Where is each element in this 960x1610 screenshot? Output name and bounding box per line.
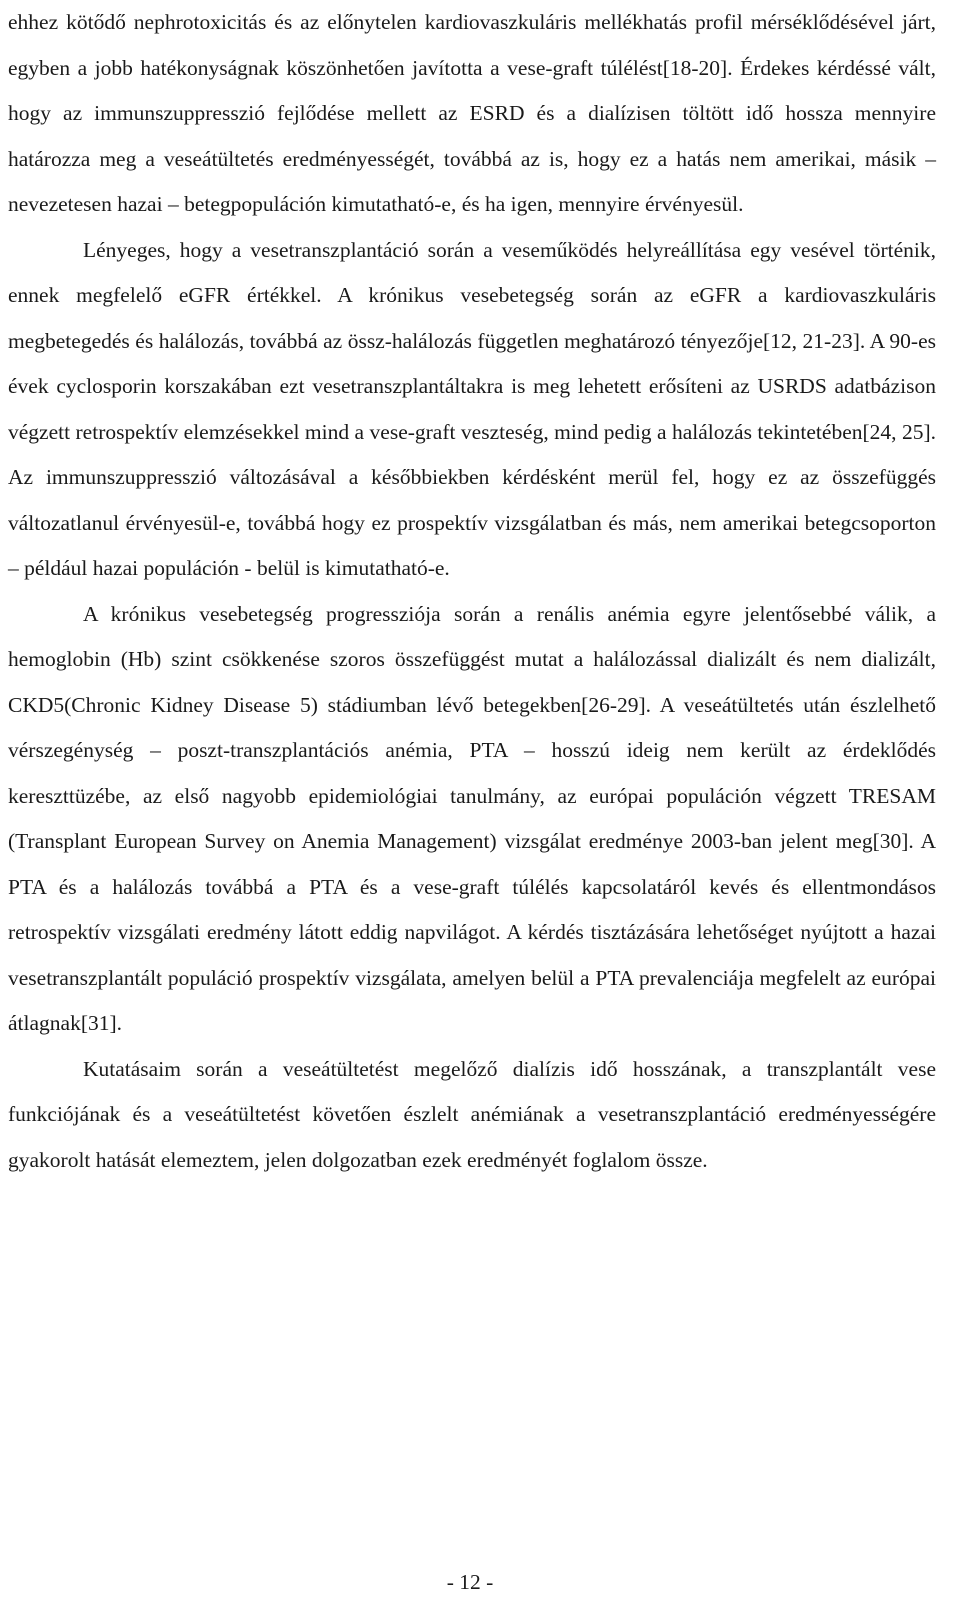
paragraph-1: ehhez kötődő nephrotoxicitás és az előnytelen kardiovaszkuláris mellékhatás profil mérséklődésével járt, egyben a jobb hatékonyságnak köszönhetően javította a vese-graft túlélést[18-20]. Érdekes kérdéssé vált, hogy az immunszuppresszió fejlődése mellett az ESRD és a dialízisen töltött idő hossza mennyire határozza meg a veseátültetés eredményességét, továbbá az is, hogy ez a hatás nem amerikai, másik – nevezetesen hazai – betegpopuláción kimutatható-e, és ha igen, mennyire érvényesül. <box>8 10 936 216</box>
paragraph-4: Kutatásaim során a veseátültetést megelőző dialízis idő hosszának, a transzplantált vese funkciójának és a veseátültetést követően észlelt anémiának a vesetranszplantáció eredményességére gyakorolt hatását elemeztem, jelen dolgozatban ezek eredményét foglalom össze. <box>8 1056 936 1172</box>
paragraph-3: A krónikus vesebetegség progressziója során a renális anémia egyre jelentősebbé válik, a hemoglobin (Hb) szint csökkenése szoros összefüggést mutat a halálozással dializált és nem dializált, CKD5(Chronic Kidney Disease 5) stádiumban lévő betegekben[26-29]. A veseátültetés után észlelhető vérszegénység – poszt-transzplantációs anémia, PTA – hosszú ideig nem került az érdeklődés kereszttüzébe, az első nagyobb epidemiológiai tanulmány, az európai populáción végzett TRESAM (Transplant European Survey on Anemia Management) vizsgálat eredménye 2003-ban jelent meg[30]. A PTA és a halálozás továbbá a PTA és a vese-graft túlélés kapcsolatáról kevés és ellentmondásos retrospektív vizsgálati eredmény látott eddig napvilágot. A kérdés tisztázására lehetőséget nyújtott a hazai vesetranszplantált populáció prospektív vizsgálata, amelyen belül a PTA prevalenciája megfelelt az európai átlagnak[31]. <box>8 601 936 1035</box>
page-number: - 12 - <box>446 1570 494 1594</box>
body-text <box>8 0 936 1183</box>
paragraph-2: Lényeges, hogy a vesetranszplantáció során a veseműködés helyreállítása egy vesével történik, ennek megfelelő eGFR értékkel. A krónikus vesebetegség során az eGFR a kardiovaszkuláris megbetegedés és halálozás, továbbá az össz-halálozás független meghatározó tényezője[12, 21-23]. A 90-es évek cyclosporin korszakában ezt vesetranszplantáltakra is meg lehetett erősíteni az USRDS adatbázison végzett retrospektív elemzésekkel mind a vese-graft veszteség, mind pedig a halálozás tekintetében[24, 25]. Az immunszuppresszió változásával a későbbiekben kérdésként merül fel, hogy ez az összefüggés változatlanul érvényesül-e, továbbá hogy ez prospektív vizsgálatban és más, nem amerikai betegcsoporton – például hazai populáción - belül is kimutatható-e. <box>8 237 936 580</box>
